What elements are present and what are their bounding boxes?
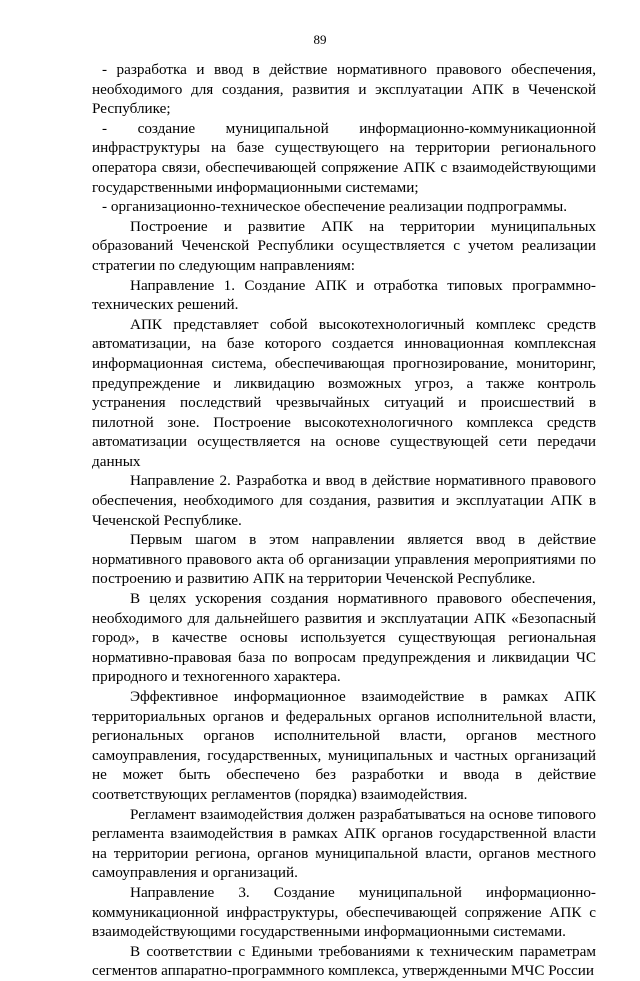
paragraph-direction-2: Направление 2. Разработка и ввод в действие нормативного правового обеспечения, необходимого для создания, развития и эксплуатации АПК в Чеченской Республике. [92, 472, 596, 529]
paragraph-list-item-3: - организационно-техническое обеспечение реализации подпрограммы. [102, 198, 567, 216]
paragraph-strategy-intro: Построение и развитие АПК на территории муниципальных образований Чеченской Республики осуществляется с учетом реализации стратегии по следующим направлениям: [92, 217, 596, 274]
document-body [92, 60, 596, 981]
paragraph-regulatory-base: В целях ускорения создания нормативного правового обеспечения, необходимого для дальнейшего развития и эксплуатации АПК «Безопасный город», в качестве основы используется существующая региональная нормативно-правовая база по вопросам предупреждения и ликвидации ЧС природного и техногенного характера. [92, 590, 596, 686]
paragraph-apk-description: АПК представляет собой высокотехнологичный комплекс средств автоматизации, на базе которого создается инновационная комплексная информационная система, обеспечивающая прогнозирование, мониторинг, предупреждение и ликвидацию возможных угроз, а также контроль устранения последствий чрезвычайных ситуаций и происшествий в пилотной зоне. Построение высокотехнологичного комплекса средств автоматизации осуществляется на основе существующей сети передачи данных [92, 315, 596, 470]
paragraph-first-step: Первым шагом в этом направлении является ввод в действие нормативного правового акта об организации управления мероприятиями по построению и развитию АПК на территории Чеченской Республике. [92, 531, 596, 588]
page-number: 89 [313, 32, 327, 47]
paragraph-list-item-2: - создание муниципальной информационно-коммуникационной инфраструктуры на базе существующего на территории регионального оператора связи, обеспечивающей сопряжение АПК с взаимодействующими государственными информационными системами; [92, 119, 596, 196]
paragraph-direction-1: Направление 1. Создание АПК и отработка типовых программно-технических решений. [92, 276, 596, 314]
paragraph-regulation: Регламент взаимодействия должен разрабатываться на основе типового регламента взаимодействия в рамках АПК органов государственной власти на территории региона, органов муниципальной власти, органов местного самоуправления и организаций. [92, 805, 596, 882]
paragraph-interaction: Эффективное информационное взаимодействие в рамках АПК территориальных органов и федеральных органов исполнительной власти, региональных органов исполнительной власти, органов местного самоуправления, государственных, муниципальных и частных организаций не может быть обеспечено без разработки и ввода в действие соответствующих регламентов (порядка) взаимодействия. [92, 688, 596, 803]
paragraph-list-item-1: - разработка и ввод в действие нормативного правового обеспечения, необходимого для создания, развития и эксплуатации АПК в Чеченской Республике; [92, 61, 596, 118]
paragraph-direction-3: Направление 3. Создание муниципальной информационно-коммуникационной инфраструктуры, обеспечивающей сопряжение АПК с взаимодействующими государственными информационными системами. [92, 883, 596, 941]
paragraph-requirements: В соответствии с Едиными требованиями к техническим параметрам сегментов аппаратно-программного комплекса, утвержденными МЧС России [92, 942, 596, 980]
